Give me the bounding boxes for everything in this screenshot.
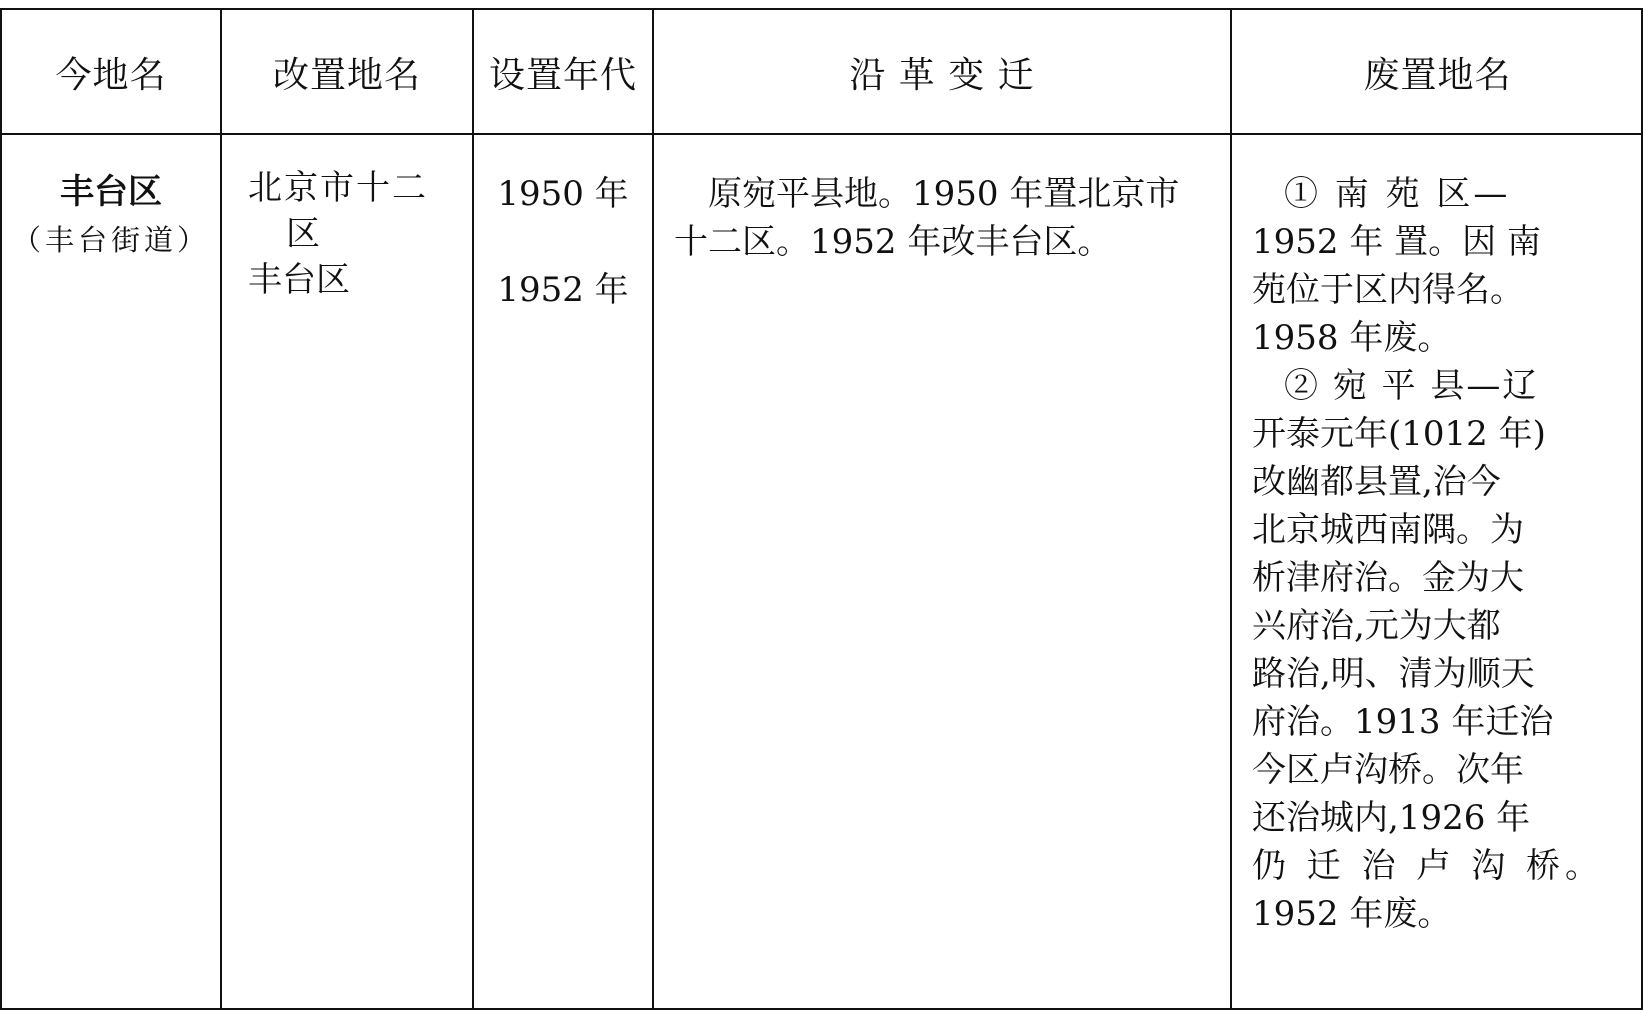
abolished-line-16: 1952 年废。: [1252, 894, 1452, 934]
abolished-line-15: 仍 迁 治 卢 沟 桥。: [1252, 846, 1605, 886]
abolished-line-6: 开泰元年(1012 年): [1252, 414, 1546, 454]
header-years: 设置年代: [488, 55, 637, 96]
abolished-line-11: 路治,明、清为顺天: [1252, 654, 1535, 694]
current-name-subdivision: （丰台街道）: [11, 223, 210, 257]
abolished-line-10: 兴府治,元为大都: [1252, 606, 1501, 646]
column-divider-1: [220, 10, 222, 1008]
abolished-line-9: 析津府治。金为大: [1252, 558, 1524, 598]
header-history: 沿 革 变 迁: [849, 55, 1035, 96]
abolished-line-2: 1952 年 置。因 南: [1252, 222, 1541, 262]
column-divider-4: [1230, 10, 1232, 1008]
abolished-line-13: 今区卢沟桥。次年: [1252, 750, 1524, 790]
abolished-line-4: 1958 年废。: [1252, 318, 1452, 358]
year-1952: 1952 年: [497, 270, 629, 310]
history-line-1: 原宛平县地。1950 年置北京市: [708, 174, 1180, 214]
abolished-line-12: 府治。1913 年迁治: [1252, 702, 1554, 742]
abolished-line-3: 苑位于区内得名。: [1252, 270, 1524, 310]
renamed-line-3: 丰台区: [248, 260, 350, 300]
header-abolished: 废置地名: [1363, 55, 1512, 96]
abolished-line-14: 还治城内,1926 年: [1252, 798, 1531, 838]
header-renamed: 改置地名: [272, 55, 421, 96]
header-current-name: 今地名: [55, 55, 167, 96]
abolished-line-5: ② 宛 平 县—辽: [1284, 366, 1539, 406]
history-line-2: 十二区。1952 年改丰台区。: [674, 222, 1112, 262]
abolished-line-7: 改幽都县置,治今: [1252, 462, 1501, 502]
gazetteer-table: [0, 8, 1643, 1010]
abolished-line-8: 北京城西南隅。为: [1252, 510, 1524, 550]
year-1950: 1950 年: [497, 174, 629, 214]
abolished-line-1: ① 南 苑 区—: [1284, 174, 1511, 214]
renamed-line-2: 区: [286, 214, 320, 254]
current-name: 丰台区: [60, 172, 162, 212]
column-divider-2: [472, 10, 474, 1008]
renamed-line-1: 北京市十二: [248, 168, 428, 208]
column-divider-3: [652, 10, 654, 1008]
